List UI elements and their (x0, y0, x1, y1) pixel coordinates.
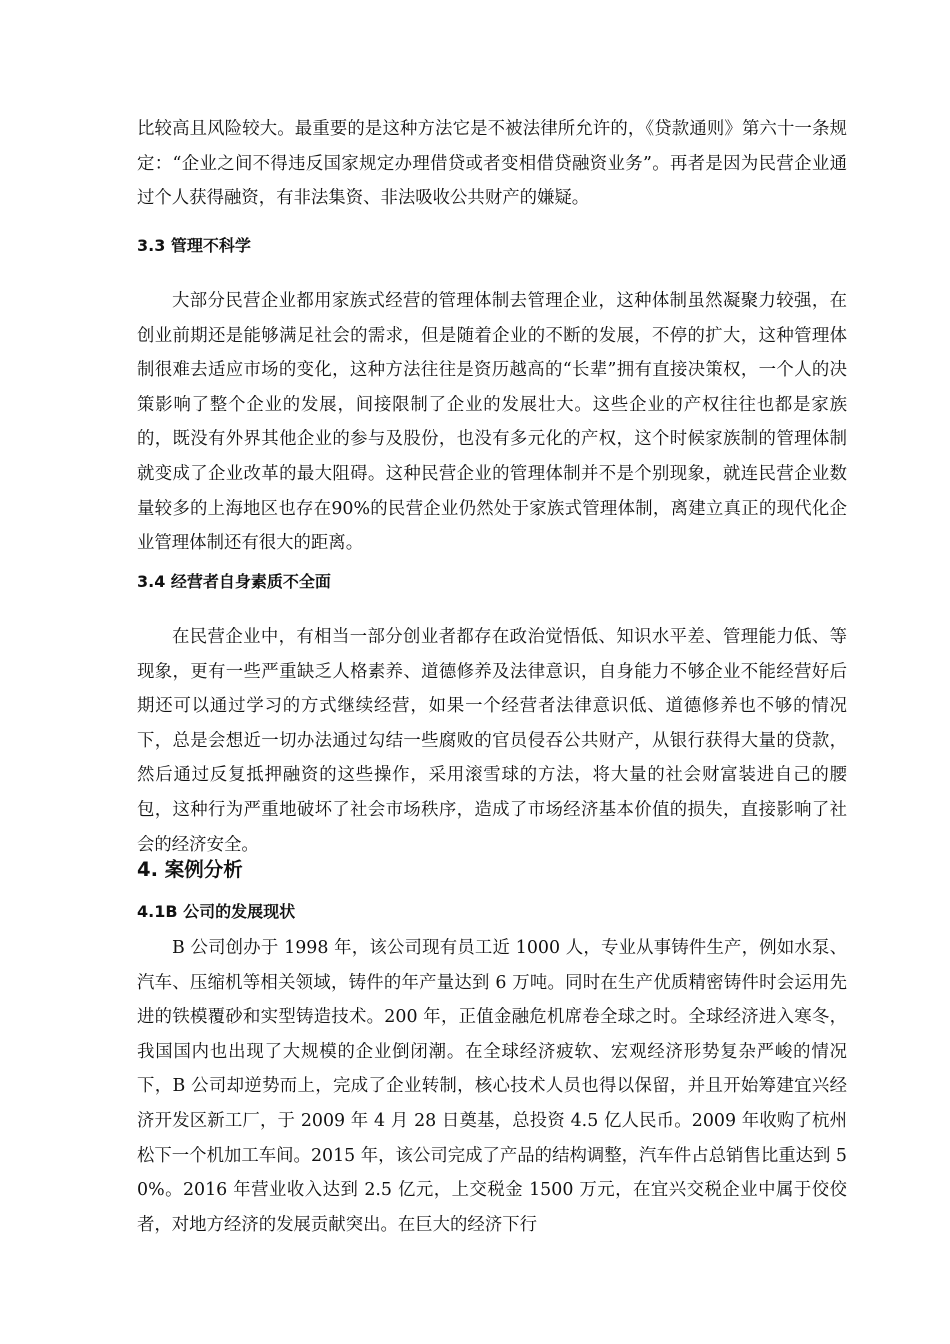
section-heading-4-1: 4.1B 公司的发展现状 (137, 902, 296, 921)
section-heading-3-3: 3.3 管理不科学 (137, 236, 251, 255)
paragraph-company-b: B 公司创办于 1998 年，该公司现有员工近 1000 人，专业从事铸件生产，例如水泵、汽车、压缩机等相关领域，铸件的年产量达到 6 万吨。同时在生产优质精密铸件时会运用先进的铁模覆砂和实型铸造技术。200 年，正值金融危机席卷全球之时。全球经济进入寒冬，我国国内也出现了大规模的企业倒闭潮。在全球经济疲软、宏观经济形势复杂严峻的情况下，B 公司却逆势而上，完成了企业转制，核心技术人员也得以保留，并且开始筹建宜兴经济开发区新工厂，于 2009 年 4 月 28 日奠基，总投资 4.5 亿人民币。2009 年收购了杭州松下一个机加工车间。2015 年，该公司完成了产品的结构调整，汽车件占总销售比重达到 50%。2016 年营业收入达到 2.5 亿元，上交税金 1500 万元，在宜兴交税企业中属于佼佼者，对地方经济的发展贡献突出。在巨大的经济下行 (137, 938, 847, 1235)
chapter-heading-4: 4. 案例分析 (137, 858, 243, 881)
paragraph-loan-rules: 比较高且风险较大。最重要的是这种方法它是不被法律所允许的，《贷款通则》第六十一条规定：“企业之间不得违反国家规定办理借贷或者变相借贷融资业务”。再者是因为民营企业通过个人获得融资，有非法集资、非法吸收公共财产的嫌疑。 (137, 119, 847, 209)
section-heading-3-4: 3.4 经营者自身素质不全面 (137, 572, 331, 591)
paragraph-operator-quality: 在民营企业中，有相当一部分创业者都存在政治觉悟低、知识水平差、管理能力低、等现象，更有一些严重缺乏人格素养、道德修养及法律意识，自身能力不够企业不能经营好后期还可以通过学习的方式继续经营，如果一个经营者法律意识低、道德修养也不够的情况下，总是会想近一切办法通过勾结一些腐败的官员侵吞公共财产，从银行获得大量的贷款，然后通过反复抵押融资的这些操作，采用滚雪球的方法，将大量的社会财富装进自己的腰包，这种行为严重地破坏了社会市场秩序，造成了市场经济基本价值的损失，直接影响了社会的经济安全。 (137, 627, 847, 855)
paragraph-management: 大部分民营企业都用家族式经营的管理体制去管理企业，这种体制虽然凝聚力较强，在创业前期还是能够满足社会的需求，但是随着企业的不断的发展，不停的扩大，这种管理体制很难去适应市场的变化，这种方法往往是资历越高的“长辈”拥有直接决策权，一个人的决策影响了整个企业的发展，间接限制了企业的发展壮大。这些企业的产权往往也都是家族的，既没有外界其他企业的参与及股份，也没有多元化的产权，这个时候家族制的管理体制就变成了企业改革的最大阻碍。这种民营企业的管理体制并不是个别现象，就连民营企业数量较多的上海地区也存在90%的民营企业仍然处于家族式管理体制，离建立真正的现代化企业管理体制还有很大的距离。 (137, 291, 847, 554)
